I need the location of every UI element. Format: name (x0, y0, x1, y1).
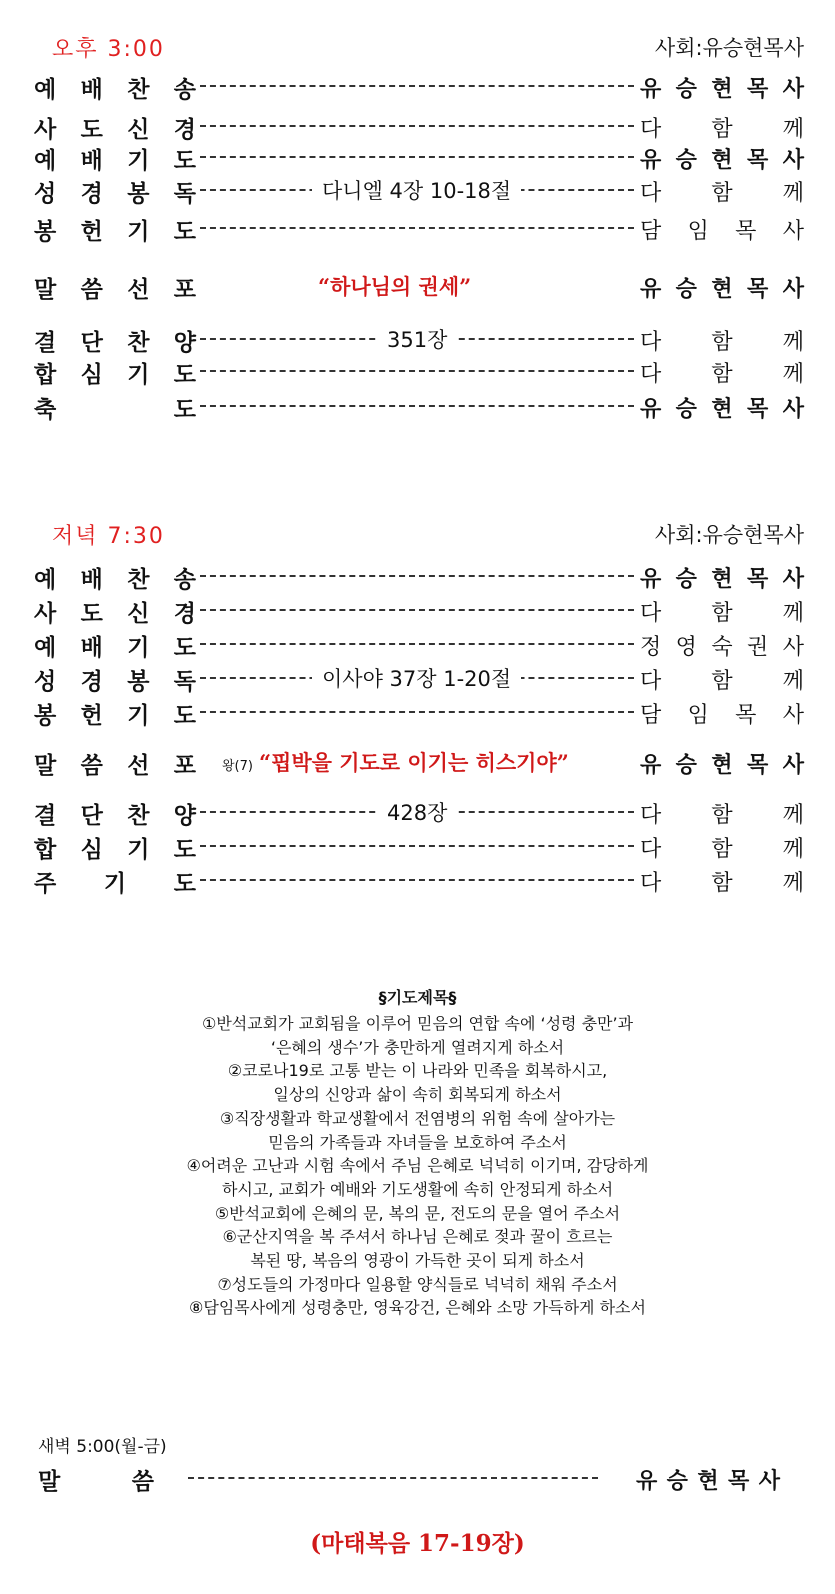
program-item-label (34, 323, 196, 357)
program-item-label (34, 110, 196, 144)
label-char: 단 (80, 329, 103, 356)
label-char: 독 (173, 180, 196, 207)
evening-program-row (34, 696, 804, 730)
program-item-label (34, 696, 196, 730)
label-char: 주 (34, 870, 57, 897)
label-char: 도 (80, 600, 103, 627)
label-char: 찬 (127, 76, 150, 103)
afternoon-program-row (34, 141, 804, 175)
person-char: 함 (711, 802, 733, 828)
afternoon-program-row (34, 110, 804, 144)
person-char: 다 (640, 668, 662, 694)
label-char: 도 (173, 836, 196, 863)
label-char: 신 (127, 116, 150, 143)
person-char: 사 (782, 76, 804, 102)
label-char: 단 (80, 802, 103, 829)
label-char: 예 (34, 634, 57, 661)
person-char: 께 (782, 836, 804, 862)
program-item-person (640, 70, 804, 104)
prayer-line: ⑤반석교회에 은혜의 문, 복의 문, 전도의 문을 열어 주소서 (214, 1203, 621, 1223)
program-item-label (38, 1462, 154, 1496)
label-char: 양 (173, 329, 196, 356)
person-char: 목 (747, 396, 769, 422)
label-char: 도 (173, 361, 196, 388)
person-char: 목 (747, 276, 769, 302)
label-char: 기 (103, 870, 127, 897)
person-char: 승 (666, 1468, 688, 1494)
person-char: 께 (782, 180, 804, 206)
label-char: 도 (173, 634, 196, 661)
program-item-person (640, 594, 804, 628)
prayer-line: ⑥군산지역을 복 주셔서 하나님 은혜로 젖과 꿀이 흐르는 (222, 1227, 613, 1247)
dashed-leader (200, 85, 634, 87)
person-char: 께 (782, 329, 804, 355)
person-char: 목 (747, 752, 769, 778)
person-char: 목 (747, 147, 769, 173)
person-char: 사 (782, 634, 804, 660)
person-char: 사 (782, 276, 804, 302)
label-char: 결 (34, 329, 57, 356)
afternoon-program-row (34, 323, 804, 357)
label-char: 씀 (131, 1468, 154, 1495)
evening-program-row (34, 796, 804, 830)
person-char: 현 (711, 396, 733, 422)
prayer-requests (60, 985, 775, 1320)
person-char: 께 (782, 116, 804, 142)
label-char: 말 (34, 752, 57, 779)
program-item-person (640, 662, 804, 696)
label-char: 예 (34, 147, 57, 174)
label-char: 축 (34, 396, 57, 423)
sermon-title-text: “핍박을 기도로 이기는 히스기야” (258, 750, 569, 775)
prayer-line: 복된 땅, 복음의 영광이 가득한 곳이 되게 하소서 (250, 1251, 585, 1271)
label-char: 도 (173, 396, 196, 423)
label-char: 도 (173, 870, 196, 897)
person-char: 함 (711, 361, 733, 387)
dashed-leader (188, 1477, 598, 1479)
program-item-person (640, 110, 804, 144)
prayer-title: §기도제목§ (378, 988, 457, 1007)
sermon-scripture-ref: 왕(7) (222, 759, 253, 774)
person-char: 함 (711, 836, 733, 862)
person-char: 함 (711, 180, 733, 206)
person-char: 함 (711, 870, 733, 896)
person-char: 함 (711, 329, 733, 355)
person-char: 사 (782, 218, 804, 244)
label-char: 선 (127, 276, 150, 303)
prayer-line: 일상의 신앙과 삶이 속히 회복되게 하소서 (273, 1085, 562, 1105)
label-char: 경 (80, 180, 103, 207)
label-char: 봉 (127, 180, 150, 207)
evening-time: 저녁 7:30 (52, 524, 165, 549)
program-item-label (34, 212, 196, 246)
label-char: 찬 (127, 329, 150, 356)
person-char: 유 (640, 76, 662, 102)
person-char: 다 (640, 836, 662, 862)
evening-program-row (34, 830, 804, 864)
program-item-label (34, 390, 196, 424)
person-char: 현 (711, 76, 733, 102)
dawn-program-row (38, 1462, 780, 1496)
program-item-person (640, 696, 804, 730)
label-char: 합 (34, 361, 57, 388)
person-char: 승 (675, 276, 697, 302)
program-item-label (34, 864, 196, 898)
program-item-detail: 다니엘 4장 10-18절 (312, 174, 521, 208)
person-char: 다 (640, 361, 662, 387)
program-item-label (34, 141, 196, 175)
label-char: 경 (173, 600, 196, 627)
person-char: 사 (782, 147, 804, 173)
evening-host: 사회:유승현목사 (654, 523, 804, 547)
label-char: 씀 (80, 752, 103, 779)
person-char: 승 (675, 76, 697, 102)
label-char: 선 (127, 752, 150, 779)
label-char: 기 (127, 836, 150, 863)
label-char: 배 (80, 634, 103, 661)
label-char: 찬 (127, 802, 150, 829)
label-char: 배 (80, 147, 103, 174)
program-item-detail: 351장 (377, 323, 457, 357)
label-char: 경 (80, 668, 103, 695)
person-char: 임 (687, 702, 709, 728)
person-char: 영 (675, 634, 697, 660)
label-char: 사 (34, 600, 57, 627)
dashed-leader (200, 711, 634, 713)
program-item-person (636, 1462, 780, 1496)
label-char: 예 (34, 76, 57, 103)
person-char: 사 (782, 702, 804, 728)
evening-program-row (34, 662, 804, 696)
person-char: 승 (675, 147, 697, 173)
label-char: 배 (80, 566, 103, 593)
person-char: 유 (640, 147, 662, 173)
label-char: 결 (34, 802, 57, 829)
prayer-line: ②코로나19로 고통 받는 이 나라와 민족을 회복하시고, (227, 1061, 608, 1081)
person-char: 승 (675, 566, 697, 592)
person-char: 께 (782, 600, 804, 626)
person-char: 목 (735, 702, 757, 728)
program-item-person (640, 390, 804, 424)
afternoon-host: 사회:유승현목사 (654, 36, 804, 60)
prayer-line: ⑧담임목사에게 성령충만, 영육강건, 은혜와 소망 가득하게 하소서 (189, 1298, 646, 1318)
person-char: 현 (711, 566, 733, 592)
label-char: 송 (173, 566, 196, 593)
label-char: 신 (127, 600, 150, 627)
label-char: 기 (127, 147, 150, 174)
person-char: 유 (640, 396, 662, 422)
label-char: 심 (80, 361, 103, 388)
program-item-person (640, 355, 804, 389)
person-char: 다 (640, 870, 662, 896)
evening-program-row (34, 594, 804, 628)
label-char: 헌 (80, 218, 103, 245)
program-item-label (34, 174, 196, 208)
label-char: 도 (173, 147, 196, 174)
program-item-person (640, 628, 804, 662)
person-char: 목 (747, 76, 769, 102)
afternoon-program-row (34, 174, 804, 208)
prayer-line: ③직장생활과 학교생활에서 전염병의 위험 속에 살아가는 (219, 1108, 616, 1128)
sermon-title-text: “하나님의 권세” (318, 274, 472, 299)
person-char: 유 (640, 566, 662, 592)
person-char: 께 (782, 870, 804, 896)
person-char: 권 (747, 634, 769, 660)
program-item-person (640, 270, 804, 304)
program-item-label (34, 70, 196, 104)
dashed-leader (200, 575, 634, 577)
program-item-person (640, 141, 804, 175)
sermon-title (222, 746, 569, 780)
person-char: 다 (640, 802, 662, 828)
person-char: 임 (687, 218, 709, 244)
program-item-label (34, 594, 196, 628)
dashed-leader (200, 879, 634, 881)
program-item-label (34, 662, 196, 696)
person-char: 현 (711, 752, 733, 778)
evening-program-row (34, 746, 804, 780)
person-char: 다 (640, 600, 662, 626)
dashed-leader (200, 643, 634, 645)
dashed-leader (200, 405, 634, 407)
label-char: 양 (173, 802, 196, 829)
afternoon-program-row (34, 70, 804, 104)
dawn-scripture-reference: (마태복음 17-19장) (310, 1530, 525, 1557)
label-char: 봉 (34, 702, 57, 729)
label-char: 배 (80, 76, 103, 103)
person-char: 유 (640, 276, 662, 302)
prayer-line: 하시고, 교회가 예배와 기도생활에 속히 안정되게 하소서 (221, 1179, 614, 1199)
person-char: 현 (697, 1468, 719, 1494)
person-char: 현 (711, 276, 733, 302)
person-char: 숙 (711, 634, 733, 660)
person-char: 함 (711, 668, 733, 694)
program-item-person (640, 212, 804, 246)
label-char: 독 (173, 668, 196, 695)
label-char: 심 (80, 836, 103, 863)
person-char: 다 (640, 329, 662, 355)
afternoon-header (34, 32, 804, 66)
program-item-label (34, 796, 196, 830)
label-char: 도 (173, 702, 196, 729)
prayer-line: ④어려운 고난과 시험 속에서 주님 은혜로 넉넉히 이기며, 감당하게 (186, 1156, 649, 1176)
label-char: 말 (34, 276, 57, 303)
person-char: 유 (636, 1468, 658, 1494)
person-char: 께 (782, 802, 804, 828)
person-char: 사 (782, 396, 804, 422)
person-char: 목 (747, 566, 769, 592)
evening-program-row (34, 560, 804, 594)
program-item-person (640, 746, 804, 780)
afternoon-program-row (34, 390, 804, 424)
sermon-title (318, 270, 471, 304)
prayer-line: ①반석교회가 교회됨을 이루어 믿음의 연합 속에 ‘성령 충만’과 (201, 1014, 634, 1033)
dashed-leader (200, 156, 634, 158)
program-item-person (640, 174, 804, 208)
afternoon-program-row (34, 212, 804, 246)
label-char: 성 (34, 668, 57, 695)
prayer-line: ‘은혜의 생수’가 충만하게 열려지게 하소서 (270, 1037, 565, 1057)
dashed-leader (200, 845, 634, 847)
program-item-label (34, 628, 196, 662)
label-char: 말 (38, 1468, 61, 1495)
label-char: 기 (127, 702, 150, 729)
dashed-leader (200, 227, 634, 229)
label-char: 성 (34, 180, 57, 207)
label-char: 예 (34, 566, 57, 593)
label-char: 경 (173, 116, 196, 143)
label-char: 도 (173, 218, 196, 245)
label-char: 도 (80, 116, 103, 143)
person-char: 목 (728, 1468, 750, 1494)
program-item-label (34, 830, 196, 864)
program-item-detail: 428장 (377, 796, 457, 830)
person-char: 담 (640, 218, 662, 244)
program-item-label (34, 746, 196, 780)
person-char: 함 (711, 600, 733, 626)
label-char: 봉 (127, 668, 150, 695)
label-char: 봉 (34, 218, 57, 245)
label-char: 찬 (127, 566, 150, 593)
label-char: 기 (127, 634, 150, 661)
program-item-person (640, 796, 804, 830)
evening-program-row (34, 628, 804, 662)
afternoon-program-row (34, 355, 804, 389)
person-char: 유 (640, 752, 662, 778)
afternoon-program-row (34, 270, 804, 304)
label-char: 포 (173, 276, 196, 303)
program-item-detail: 이사야 37장 1-20절 (312, 662, 521, 696)
label-char: 씀 (80, 276, 103, 303)
program-item-label (34, 560, 196, 594)
person-char: 사 (782, 752, 804, 778)
evening-program-row (34, 864, 804, 898)
label-char: 합 (34, 836, 57, 863)
program-item-label (34, 270, 196, 304)
person-char: 승 (675, 396, 697, 422)
person-char: 정 (640, 634, 662, 660)
prayer-line: ⑦성도들의 가정마다 일용할 양식들로 넉넉히 채워 주소서 (217, 1274, 618, 1294)
person-char: 승 (675, 752, 697, 778)
afternoon-time: 오후 3:00 (52, 37, 165, 62)
label-char: 기 (127, 218, 150, 245)
label-char: 헌 (80, 702, 103, 729)
program-item-person (640, 864, 804, 898)
person-char: 함 (711, 116, 733, 142)
evening-header (34, 519, 804, 553)
dashed-leader (200, 125, 634, 127)
label-char: 기 (127, 361, 150, 388)
label-char: 포 (173, 752, 196, 779)
prayer-list (60, 1012, 775, 1320)
person-char: 다 (640, 116, 662, 142)
person-char: 목 (735, 218, 757, 244)
label-char: 사 (34, 116, 57, 143)
prayer-line: 믿음의 가족들과 자녀들을 보호하여 주소서 (268, 1132, 567, 1152)
person-char: 사 (758, 1468, 780, 1494)
dashed-leader (200, 609, 634, 611)
program-item-label (34, 355, 196, 389)
program-item-person (640, 830, 804, 864)
program-item-person (640, 560, 804, 594)
program-item-person (640, 323, 804, 357)
dawn-service-time: 새벽 5:00(월-금) (38, 1437, 167, 1457)
person-char: 다 (640, 180, 662, 206)
person-char: 사 (782, 566, 804, 592)
person-char: 께 (782, 668, 804, 694)
person-char: 께 (782, 361, 804, 387)
label-char: 송 (173, 76, 196, 103)
person-char: 담 (640, 702, 662, 728)
dashed-leader (200, 370, 634, 372)
person-char: 현 (711, 147, 733, 173)
